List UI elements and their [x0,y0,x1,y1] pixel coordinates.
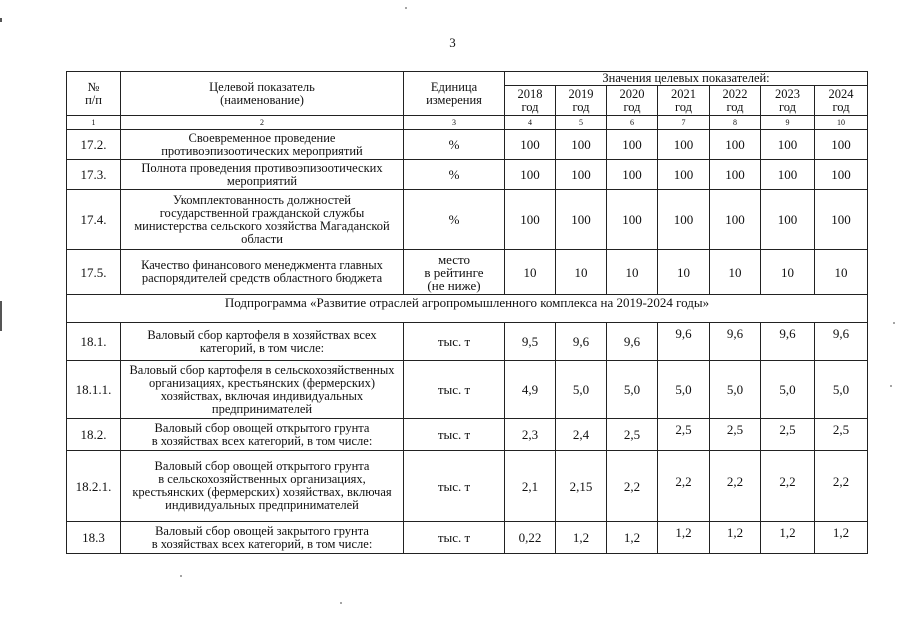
row-number: 18.1.1. [67,361,121,419]
scan-speck [180,575,182,577]
subprogram-title: Подпрограмма «Развитие отраслей агропромышленного комплекса на 2019-2024 годы» [67,295,868,323]
unit-cell: тыс. т [404,451,505,522]
value-cell: 5,0 [710,361,761,419]
value-cell: 100 [607,160,658,190]
column-number: 6 [607,116,658,130]
value-cell: 1,2 [710,522,761,554]
column-number: 8 [710,116,761,130]
indicator-name: Валовый сбор овощей открытого грунта в хозяйствах всех категорий, в том числе: [121,419,404,451]
row-number: 17.5. [67,250,121,295]
value-cell: 100 [505,190,556,250]
header-values-title: Значения целевых показателей: [505,72,868,86]
value-cell: 100 [815,160,868,190]
target-indicators-table [66,71,868,554]
unit-cell: % [404,160,505,190]
column-number: 10 [815,116,868,130]
header-year: 2019 год [556,86,607,116]
indicator-name: Полнота проведения противоэпизоотических мероприятий [121,160,404,190]
value-cell: 0,22 [505,522,556,554]
value-cell: 2,1 [505,451,556,522]
value-cell: 2,2 [658,451,710,522]
value-cell: 100 [556,190,607,250]
value-cell: 9,6 [710,323,761,361]
value-cell: 10 [556,250,607,295]
value-cell: 2,5 [815,419,868,451]
value-cell: 9,6 [815,323,868,361]
value-cell: 2,5 [710,419,761,451]
unit-cell: тыс. т [404,361,505,419]
value-cell: 2,2 [607,451,658,522]
unit-cell: % [404,190,505,250]
value-cell: 2,5 [607,419,658,451]
unit-cell: % [404,130,505,160]
header-year: 2023 год [761,86,815,116]
indicator-name: Валовый сбор картофеля в сельскохозяйственных организациях, крестьянских (фермерских) хозяйствах, включая индивидуальных предпринимателей [121,361,404,419]
value-cell: 1,2 [815,522,868,554]
row-number: 18.3 [67,522,121,554]
unit-cell: место в рейтинге (не ниже) [404,250,505,295]
value-cell: 100 [815,190,868,250]
indicator-name: Валовый сбор овощей закрытого грунта в хозяйствах всех категорий, в том числе: [121,522,404,554]
unit-cell: тыс. т [404,522,505,554]
value-cell: 9,6 [761,323,815,361]
table-row [67,130,868,160]
value-cell: 100 [761,130,815,160]
value-cell: 5,0 [556,361,607,419]
header-year: 2020 год [607,86,658,116]
scan-speck [405,7,407,9]
header-year: 2024 год [815,86,868,116]
value-cell: 100 [710,130,761,160]
value-cell: 5,0 [761,361,815,419]
value-cell: 100 [710,190,761,250]
header-num: № п/п [67,72,121,116]
scan-speck [893,322,895,324]
table-row [67,419,868,451]
value-cell: 5,0 [607,361,658,419]
scan-speck [340,602,342,604]
row-number: 18.2. [67,419,121,451]
scan-mark [0,18,2,22]
value-cell: 2,15 [556,451,607,522]
table-row [67,361,868,419]
value-cell: 9,6 [658,323,710,361]
value-cell: 2,4 [556,419,607,451]
indicator-name: Своевременное проведение противоэпизоотических мероприятий [121,130,404,160]
value-cell: 10 [505,250,556,295]
row-number: 17.4. [67,190,121,250]
value-cell: 10 [815,250,868,295]
table-row [67,190,868,250]
row-number: 17.2. [67,130,121,160]
value-cell: 100 [607,130,658,160]
column-number: 7 [658,116,710,130]
value-cell: 2,2 [710,451,761,522]
header-unit: Единица измерения [404,72,505,116]
column-number: 3 [404,116,505,130]
unit-cell: тыс. т [404,323,505,361]
column-number: 1 [67,116,121,130]
value-cell: 2,5 [761,419,815,451]
indicator-name: Качество финансового менеджмента главных распорядителей средств областного бюджета [121,250,404,295]
value-cell: 100 [505,160,556,190]
unit-cell: тыс. т [404,419,505,451]
value-cell: 2,5 [658,419,710,451]
table-row [67,522,868,554]
table-row [67,160,868,190]
value-cell: 1,2 [556,522,607,554]
value-cell: 5,0 [658,361,710,419]
header-year: 2022 год [710,86,761,116]
row-number: 17.3. [67,160,121,190]
subprogram-row [67,295,868,323]
value-cell: 10 [607,250,658,295]
column-number: 5 [556,116,607,130]
header-year: 2018 год [505,86,556,116]
row-number: 18.2.1. [67,451,121,522]
value-cell: 9,6 [607,323,658,361]
value-cell: 10 [658,250,710,295]
row-number: 18.1. [67,323,121,361]
table-row [67,323,868,361]
header-year: 2021 год [658,86,710,116]
value-cell: 100 [607,190,658,250]
column-number: 2 [121,116,404,130]
value-cell: 10 [710,250,761,295]
value-cell: 100 [815,130,868,160]
scan-speck [890,385,892,387]
scan-mark [0,301,2,331]
value-cell: 2,3 [505,419,556,451]
header-indicator: Целевой показатель (наименование) [121,72,404,116]
indicator-name: Укомплектованность должностей государственной гражданской службы министерства сельского хозяйства Магаданской области [121,190,404,250]
value-cell: 1,2 [607,522,658,554]
table-row [67,451,868,522]
value-cell: 5,0 [815,361,868,419]
value-cell: 2,2 [761,451,815,522]
value-cell: 100 [556,160,607,190]
value-cell: 9,5 [505,323,556,361]
value-cell: 100 [761,160,815,190]
page-number: 3 [449,35,456,50]
value-cell: 10 [761,250,815,295]
value-cell: 100 [710,160,761,190]
value-cell: 100 [658,160,710,190]
value-cell: 100 [761,190,815,250]
value-cell: 1,2 [658,522,710,554]
column-number: 9 [761,116,815,130]
column-number: 4 [505,116,556,130]
indicator-name: Валовый сбор овощей открытого грунта в сельскохозяйственных организациях, крестьянских (фермерских) хозяйствах, включая индивидуальных предпринимателей [121,451,404,522]
value-cell: 100 [505,130,556,160]
value-cell: 2,2 [815,451,868,522]
value-cell: 1,2 [761,522,815,554]
value-cell: 100 [658,130,710,160]
indicator-name: Валовый сбор картофеля в хозяйствах всех категорий, в том числе: [121,323,404,361]
value-cell: 100 [658,190,710,250]
table-row [67,250,868,295]
value-cell: 100 [556,130,607,160]
value-cell: 9,6 [556,323,607,361]
value-cell: 4,9 [505,361,556,419]
